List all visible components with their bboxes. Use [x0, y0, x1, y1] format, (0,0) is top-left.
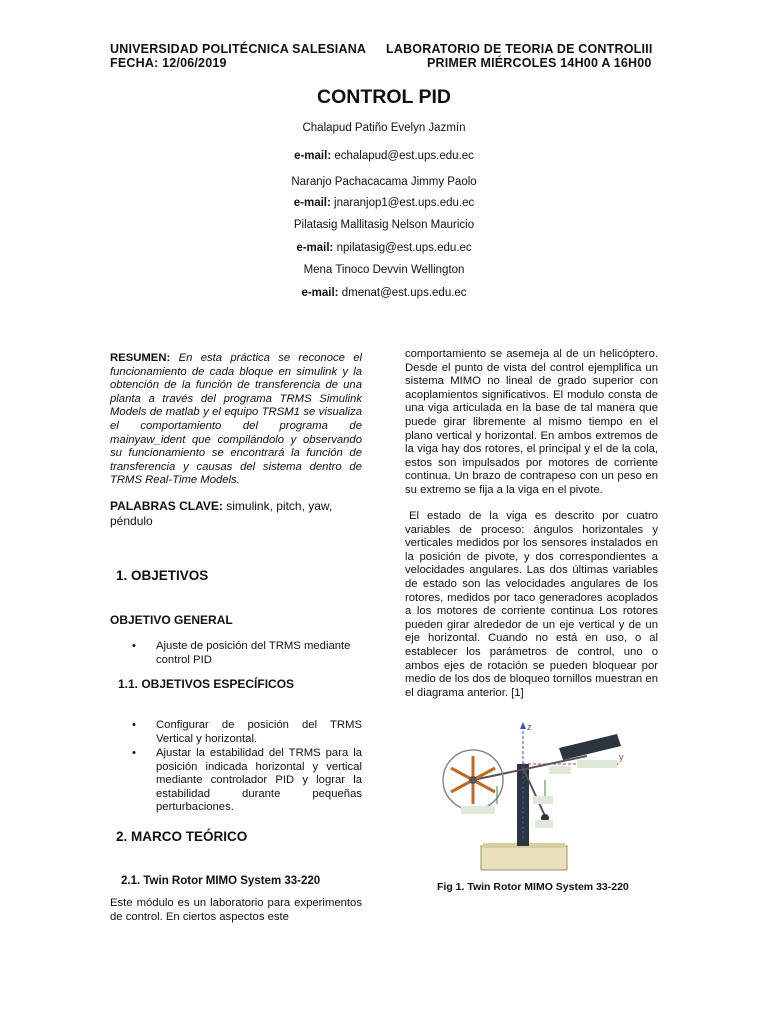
- force-label-box: [549, 766, 571, 774]
- abstract: [110, 352, 362, 488]
- force-label-box: [577, 760, 617, 768]
- force-label-box: [461, 806, 495, 814]
- abstract-label: RESUMEN:: [110, 352, 171, 364]
- subsection-heading: 1.1. OBJETIVOS ESPECÍFICOS: [118, 677, 295, 691]
- email-label: e-mail:: [294, 150, 332, 162]
- force-label-box: [535, 820, 553, 828]
- author-email: [0, 197, 768, 209]
- author-email: [0, 150, 768, 162]
- z-axis-arrow-icon: [520, 722, 526, 729]
- paragraph: El estado de la viga es descrito por cuatro variables de proceso: ángulos horizontales y verticales medidos por los sensores instalados en la posición de pivote, y dos correspondientes a velocidades angulares. Las dos últimas variables de estado son las velocidades angulares de los rotores, medidos por taco generadores acoplados a los motores de corriente continua Los rotores pueden girar alrededor de un eje vertical y de un eje horizontal. Cuando no está en uso, o al establecer los parámetros de control, uno o ambos ejes de rotación se pueden bloquear por medio de los dos de bloqueo tornillos muestran en el diagrama anterior. [1]: [405, 510, 658, 699]
- twin-rotor-figure: [437, 720, 627, 872]
- z-axis-label: z: [527, 722, 532, 732]
- figure-base: [481, 846, 567, 870]
- abstract-text: En esta práctica se reconoce el funcionamiento de cada bloque en simulink y la obtención de la función de transferencia de una planta a través del programa TRMS Simulink Models de matlab y el equipo TRSM1 se visualiza el comportamiento del programa de mainyaw_ident que compilándolo y observando su funcionamiento se encontrará la función de transferencia y causas del sistema dentro de TRMS Real-Time Models.: [110, 352, 363, 487]
- list-item-text: Configurar de posición del TRMS Vertical y horizontal.: [156, 719, 362, 745]
- subsection-heading: OBJETIVO GENERAL: [110, 613, 233, 627]
- email-address: dmenat@est.ups.edu.ec: [341, 287, 467, 299]
- email-label: e-mail:: [293, 197, 331, 209]
- subsection-heading: 2.1. Twin Rotor MIMO System 33-220: [121, 875, 321, 887]
- paragraph: Este módulo es un laboratorio para experimentos de control. En ciertos aspectos este: [110, 897, 362, 923]
- email-address: npilatasig@est.ups.edu.ec: [336, 242, 472, 254]
- section-heading: 2. MARCO TEÓRICO: [116, 829, 248, 844]
- page-title: CONTROL PID: [317, 86, 451, 108]
- header-date: FECHA: 12/06/2019: [110, 56, 227, 70]
- list-item-text: Ajustar la estabilidad del TRMS para la posición indicada horizontal y vertical mediante controlador PID y lograr la estabilidad durante pequeñas perturbaciones.: [156, 747, 362, 814]
- bullet-icon: •: [132, 747, 136, 759]
- y-axis-label: y: [619, 752, 624, 762]
- email-address: jnaranjop1@est.ups.edu.ec: [334, 197, 475, 209]
- force-label-box: [533, 796, 553, 804]
- main-rotor-housing: [559, 734, 621, 760]
- tail-rotor-hub: [469, 776, 477, 784]
- paragraph: comportamiento se asemeja al de un helicóptero. Desde el punto de vista del control ejemplifica un sistema MIMO no lineal de grado superior con acoplamientos significativos. El modulo consta de una viga articulada en la base de tal manera que puede girar libremente al mismo tiempo en el plano vertical y horizontal. En ambos extremos de la viga hay dos rotores, el principal y el de la cola, estos son impulsados por motores de corriente continua. Un brazo de contrapeso con un peso en su extremo se fija a la viga en el pivote.: [405, 348, 658, 496]
- author-name: Chalapud Patiño Evelyn Jazmín: [302, 122, 466, 134]
- list-item-text: Ajuste de posición del TRMS mediante control PID: [156, 640, 351, 666]
- section-heading: 1. OBJETIVOS: [116, 568, 209, 583]
- header-university: UNIVERSIDAD POLITÉCNICA SALESIANA: [110, 42, 367, 56]
- author-email: [0, 242, 768, 254]
- author-name: Mena Tinoco Devvin Wellington: [303, 264, 465, 276]
- keywords-label: PALABRAS CLAVE:: [110, 499, 223, 513]
- bullet-icon: •: [132, 719, 136, 731]
- header-lab: LABORATORIO DE TEORIA DE CONTROLIII: [386, 42, 653, 56]
- email-label: e-mail:: [301, 287, 339, 299]
- email-label: e-mail:: [296, 242, 334, 254]
- keywords-text: simulink, pitch, yaw, péndulo: [110, 499, 333, 528]
- author-name: Naranjo Pachacacama Jimmy Paolo: [291, 176, 477, 188]
- email-address: echalapud@est.ups.edu.ec: [334, 150, 474, 162]
- author-email: [0, 287, 768, 299]
- header-schedule: PRIMER MIÉRCOLES 14H00 A 16H00: [427, 56, 652, 70]
- keywords: [110, 499, 362, 529]
- bullet-icon: •: [132, 640, 136, 652]
- author-name: Pilatasig Mallitasig Nelson Mauricio: [293, 219, 475, 231]
- figure-caption: Fig 1. Twin Rotor MIMO System 33-220: [437, 881, 629, 893]
